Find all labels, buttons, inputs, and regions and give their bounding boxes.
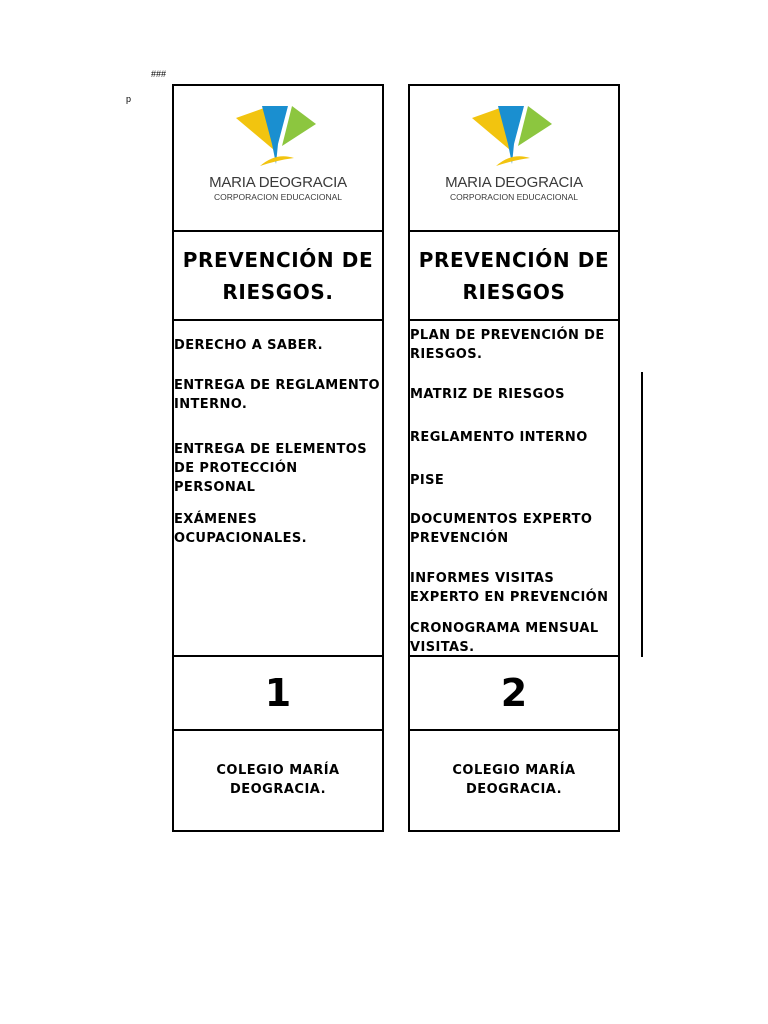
label-footer bbox=[174, 731, 382, 830]
list-item: MATRIZ DE RIESGOS bbox=[410, 387, 565, 402]
label-title bbox=[410, 232, 618, 321]
list-item: PISE bbox=[410, 473, 445, 488]
vertical-rule bbox=[641, 372, 643, 657]
footer-line: COLEGIO MARÍA bbox=[452, 763, 576, 778]
list-item: PLAN DE PREVENCIÓN DE RIESGOS. bbox=[410, 328, 605, 362]
corner-mark-hash: ### bbox=[151, 69, 167, 79]
logo-section bbox=[174, 86, 382, 232]
list-item: INFORMES VISITAS EXPERTO EN PREVENCIÓN bbox=[410, 571, 609, 605]
label-number: 1 bbox=[264, 671, 292, 715]
list-item: DOCUMENTOS EXPERTO PREVENCIÓN bbox=[410, 512, 593, 546]
maria-deogracia-logo-icon bbox=[470, 104, 560, 174]
logo-section bbox=[410, 86, 618, 232]
logo-name: MARIA DEOGRACIA bbox=[209, 174, 347, 191]
label-number-section bbox=[410, 657, 618, 731]
corner-mark-p: p bbox=[126, 94, 132, 104]
footer-line: DEOGRACIA. bbox=[229, 782, 327, 797]
list-item: ENTREGA DE REGLAMENTO INTERNO. bbox=[174, 378, 380, 412]
title-line: PREVENCIÓN DE bbox=[182, 247, 374, 272]
maria-deogracia-logo-icon bbox=[234, 104, 324, 174]
list-item: EXÁMENES OCUPACIONALES. bbox=[174, 512, 307, 546]
label-footer bbox=[410, 731, 618, 830]
label-title bbox=[174, 232, 382, 321]
list-item: DERECHO A SABER. bbox=[174, 338, 323, 353]
list-item: CRONOGRAMA MENSUAL VISITAS. bbox=[410, 621, 599, 655]
footer-line: DEOGRACIA. bbox=[465, 782, 563, 797]
binder-label-1 bbox=[172, 84, 384, 832]
list-item: ENTREGA DE ELEMENTOS DE PROTECCIÓN PERSONAL bbox=[174, 442, 367, 495]
footer-line: COLEGIO MARÍA bbox=[216, 763, 340, 778]
label-number: 2 bbox=[500, 671, 528, 715]
title-line: PREVENCIÓN DE bbox=[418, 247, 610, 272]
logo-subtitle: CORPORACION EDUCACIONAL bbox=[450, 192, 578, 202]
title-line: RIESGOS bbox=[462, 279, 566, 304]
binder-label-2 bbox=[408, 84, 620, 832]
items-list bbox=[410, 321, 618, 657]
list-item: REGLAMENTO INTERNO bbox=[410, 430, 588, 445]
items-list bbox=[174, 321, 382, 657]
label-number-section bbox=[174, 657, 382, 731]
logo-subtitle: CORPORACION EDUCACIONAL bbox=[214, 192, 342, 202]
title-line: RIESGOS. bbox=[222, 279, 334, 304]
logo-name: MARIA DEOGRACIA bbox=[445, 174, 583, 191]
